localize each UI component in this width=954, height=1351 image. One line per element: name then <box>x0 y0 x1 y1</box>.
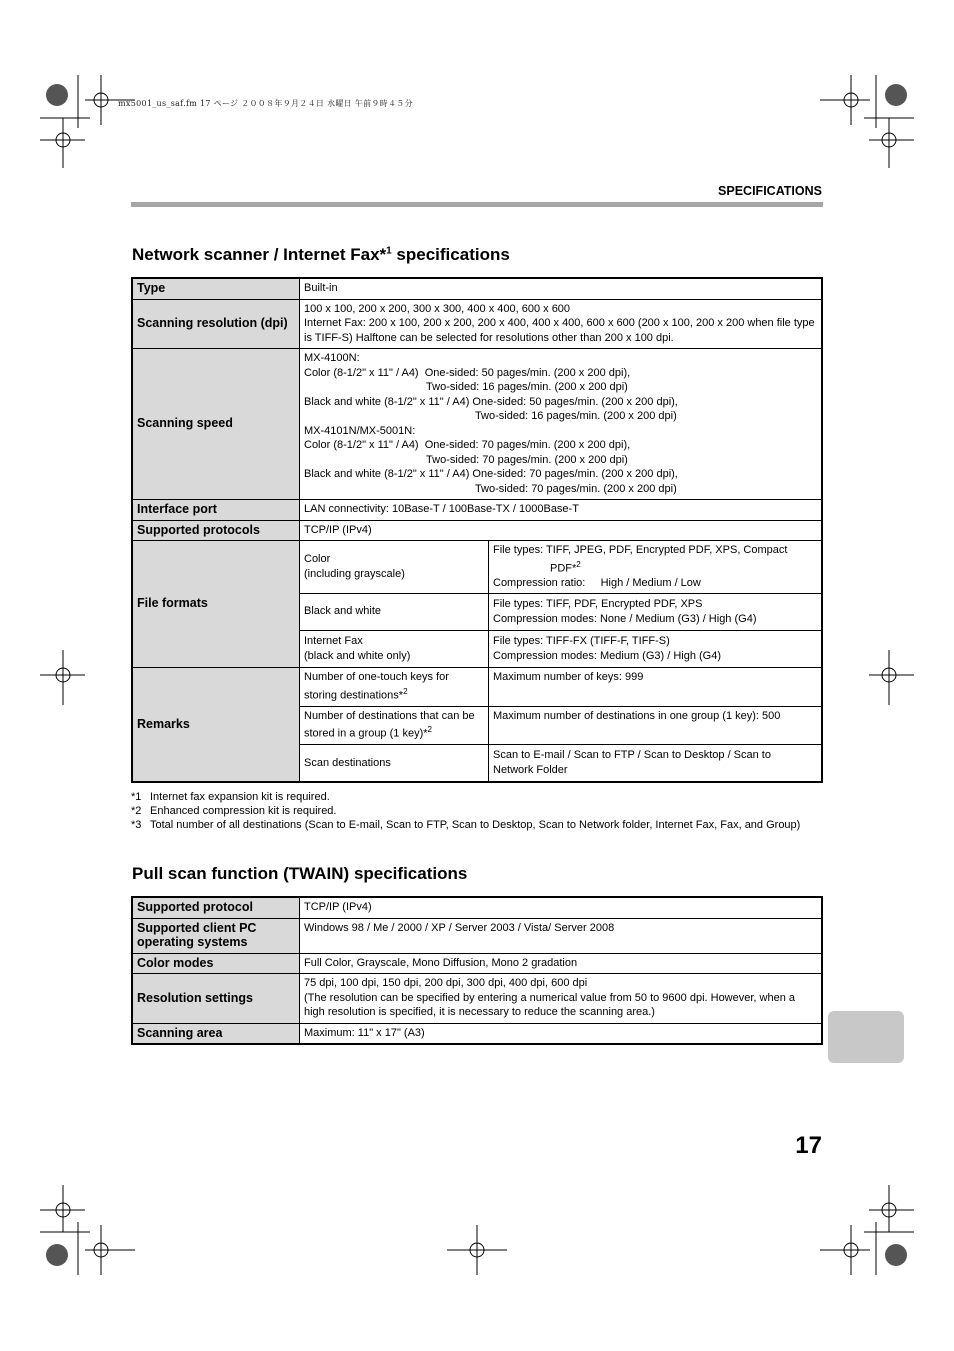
section-title-pull-scan: Pull scan function (TWAIN) specifications <box>132 864 468 883</box>
row-value: File types: TIFF, PDF, Encrypted PDF, XPS Compression modes: None / Medium (G3) / High (G4) <box>489 594 823 631</box>
footnote: *3 Total number of all destinations (Scan to E-mail, Scan to FTP, Scan to Desktop, Scan to Network folder, Internet Fax, Fax, and Group) <box>131 819 801 832</box>
row-value: Scan to E-mail / Scan to FTP / Scan to Desktop / Scan to Network Folder <box>489 745 823 783</box>
sub-label: Number of destinations that can be stored in a group (1 key)*$^2$ <box>300 706 489 745</box>
sub-label: Scan destinations <box>300 745 489 783</box>
row-value: Full Color, Grayscale, Mono Diffusion, Mono 2 gradation <box>300 953 823 974</box>
row-label: Color modes <box>132 953 300 974</box>
row-label: Resolution settings <box>132 974 300 1024</box>
table-row <box>132 953 822 974</box>
row-value: TCP/IP (IPv4) <box>300 520 823 541</box>
running-head: SPECIFICATIONS <box>718 184 822 198</box>
row-value: 100 x 100, 200 x 200, 300 x 300, 400 x 400, 600 x 600 Internet Fax: 200 x 100, 200 x 200, 200 x 400, 400 x 400, 600 x 600 (200 x 100, 200 x 200 when file type is TIFF-S) Halftone can be selected for resolutions other than 200 x 100 dpi. <box>300 299 823 349</box>
network-scanner-spec-table <box>131 277 823 783</box>
table-row <box>132 974 822 1024</box>
value-line: Compression ratio: High / Medium / Low <box>493 576 701 589</box>
pull-scan-spec-table <box>131 896 823 1045</box>
sub-label: Internet Fax (black and white only) <box>300 631 489 668</box>
table-row <box>132 349 822 500</box>
sub-label: Black and white <box>300 594 489 631</box>
row-label: Scanning resolution (dpi) <box>132 299 300 349</box>
table-row <box>132 520 822 541</box>
row-value: Windows 98 / Me / 2000 / XP / Server 2003 / Vista/ Server 2008 <box>300 918 823 953</box>
table-row <box>132 500 822 521</box>
row-value: Maximum: 11" x 17" (A3) <box>300 1023 823 1044</box>
row-value: LAN connectivity: 10Base-T / 100Base-TX / 1000Base-T <box>300 500 823 521</box>
row-label: Supported protocol <box>132 897 300 918</box>
row-value: File types: TIFF-FX (TIFF-F, TIFF-S) Compression modes: Medium (G3) / High (G4) <box>489 631 823 668</box>
row-value: MX-4100N: Color (8-1/2" x 11" / A4) One-sided: 50 pages/min. (200 x 200 dpi), Two-sided: 16 pages/min. (200 x 200 dpi) Black and white (8-1/2" x 11" / A4) One-sided: 50 pages/min. (200 x 200 dpi), Two-sided: 16 pages/min. (200 x 200 dpi) MX-4101N/MX-5001N: Color (8-1/2" x 11" / A4) One-sided: 70 pages/min. (200 x 200 dpi), Two-sided: 70 pages/min. (200 x 200 dpi) Black and white (8-1/2" x 11" / A4) One-sided: 70 pages/min. (200 x 200 dpi), Two-sided: 70 pages/min. (200 x 200 dpi) <box>300 349 823 500</box>
row-label: Remarks <box>132 668 300 783</box>
file-info-line: mx5001_us_saf.fm 17 ページ ２００８年９月２４日 水曜日 午前９時４５分 <box>118 99 413 108</box>
row-label: Supported client PC operating systems <box>132 918 300 953</box>
page-number: 17 <box>795 1132 822 1159</box>
table-row <box>132 1023 822 1044</box>
table-row <box>132 541 822 594</box>
footnotes <box>131 790 823 833</box>
row-label: Supported protocols <box>132 520 300 541</box>
row-label: Scanning speed <box>132 349 300 500</box>
footnote: *1 Internet fax expansion kit is required. <box>131 791 330 803</box>
sub-label: Color (including grayscale) <box>300 541 489 594</box>
row-label: Scanning area <box>132 1023 300 1044</box>
table-row <box>132 278 822 299</box>
footnote: *2 Enhanced compression kit is required. <box>131 805 337 818</box>
row-value: TCP/IP (IPv4) <box>300 897 823 918</box>
header-rule <box>131 202 823 207</box>
row-value: Built-in <box>300 278 823 299</box>
section-title-network-scanner: Network scanner / Internet Fax*$^1$ specifications <box>132 245 510 264</box>
table-row <box>132 299 822 349</box>
row-value: Maximum number of keys: 999 <box>489 668 823 707</box>
value-line: PDF*$^2$ <box>550 559 581 575</box>
row-label: File formats <box>132 541 300 668</box>
table-row <box>132 668 822 707</box>
row-label: Type <box>132 278 300 299</box>
row-label: Interface port <box>132 500 300 521</box>
chapter-tab <box>828 1011 904 1063</box>
row-value: 75 dpi, 100 dpi, 150 dpi, 200 dpi, 300 dpi, 400 dpi, 600 dpi (The resolution can be specified by entering a numerical value from 50 to 9600 dpi. However, when a high resolution is specified, it is necessary to reduce the scanning area.) <box>300 974 823 1024</box>
row-value: Maximum number of destinations in one group (1 key): 500 <box>489 706 823 745</box>
value-line: File types: TIFF, JPEG, PDF, Encrypted PDF, XPS, Compact <box>493 544 788 556</box>
table-row <box>132 918 822 953</box>
sub-label: Number of one-touch keys for storing destinations*$^2$ <box>300 668 489 707</box>
table-row <box>132 897 822 918</box>
row-value <box>489 541 823 594</box>
